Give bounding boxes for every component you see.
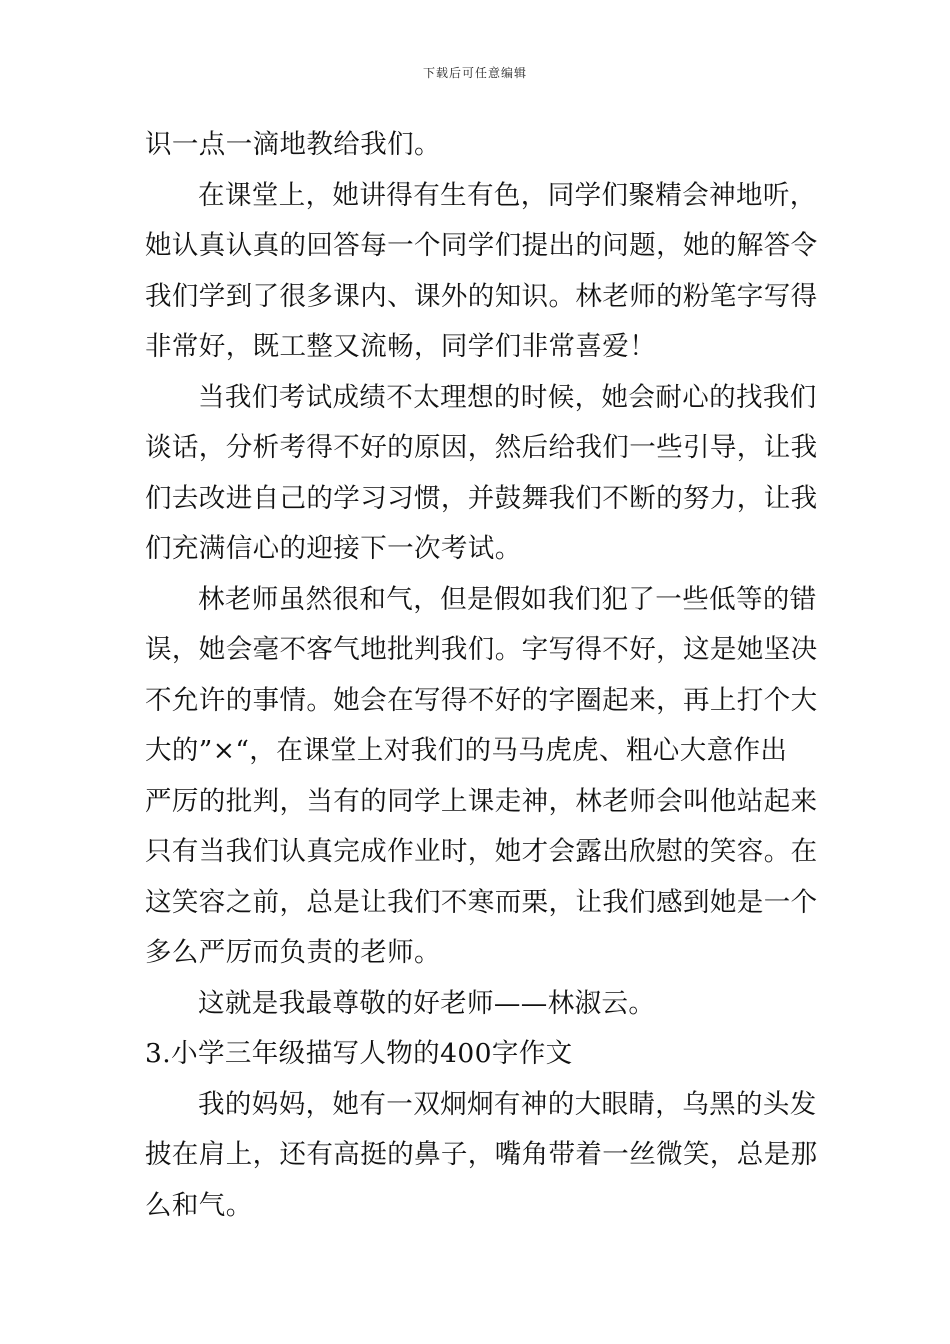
paragraph-line: 林老师虽然很和气，但是假如我们犯了一些低等的错 bbox=[198, 583, 817, 615]
paragraph-line: 谈话，分析考得不好的原因，然后给我们一些引导，让我 bbox=[145, 432, 818, 463]
paragraph-line: 我的妈妈，她有一双炯炯有神的大眼睛，乌黑的头发 bbox=[198, 1088, 817, 1120]
paragraph-line: 在课堂上，她讲得有生有色，同学们聚精会神地听， bbox=[198, 179, 817, 211]
paragraph-line: 多么严厉而负责的老师。 bbox=[145, 937, 441, 968]
section-heading: 3.小学三年级描写人物的400字作文 bbox=[145, 1038, 573, 1069]
paragraph-line: 么和气。 bbox=[145, 1189, 253, 1221]
paragraph-line: 识一点一滴地教给我们。 bbox=[145, 129, 441, 160]
paragraph-line: 这就是我最尊敬的好老师——林淑云。 bbox=[198, 987, 656, 1019]
paragraph-line: 非常好，既工整又流畅，同学们非常喜爱！ bbox=[145, 331, 657, 362]
page-header: 下载后可任意编辑 bbox=[422, 66, 527, 80]
paragraph-line: 我们学到了很多课内、课外的知识。林老师的粉笔字写得 bbox=[145, 280, 818, 312]
paragraph-line: 大的”×“，在课堂上对我们的马马虎虎、粗心大意作出 bbox=[145, 735, 788, 766]
paragraph-line: 只有当我们认真完成作业时，她才会露出欣慰的笑容。在 bbox=[145, 836, 818, 867]
paragraph-line: 披在肩上，还有高挺的鼻子，嘴角带着一丝微笑，总是那 bbox=[145, 1139, 818, 1170]
paragraph-line: 她认真认真的回答每一个同学们提出的问题，她的解答令 bbox=[145, 230, 818, 261]
paragraph-line: 严厉的批判，当有的同学上课走神，林老师会叫他站起来 bbox=[145, 785, 818, 817]
paragraph-line: 当我们考试成绩不太理想的时候，她会耐心的找我们 bbox=[198, 381, 817, 413]
document-body bbox=[145, 120, 818, 1231]
paragraph-line: 们充满信心的迎接下一次考试。 bbox=[145, 533, 522, 564]
paragraph-line: 不允许的事情。她会在写得不好的字圈起来，再上打个大 bbox=[145, 684, 818, 716]
paragraph-line: 这笑容之前，总是让我们不寒而栗，让我们感到她是一个 bbox=[145, 886, 818, 918]
paragraph-line: 误，她会毫不客气地批判我们。字写得不好，这是她坚决 bbox=[145, 634, 818, 665]
paragraph-line: 们去改进自己的学习习惯，并鼓舞我们不断的努力，让我 bbox=[145, 482, 818, 514]
